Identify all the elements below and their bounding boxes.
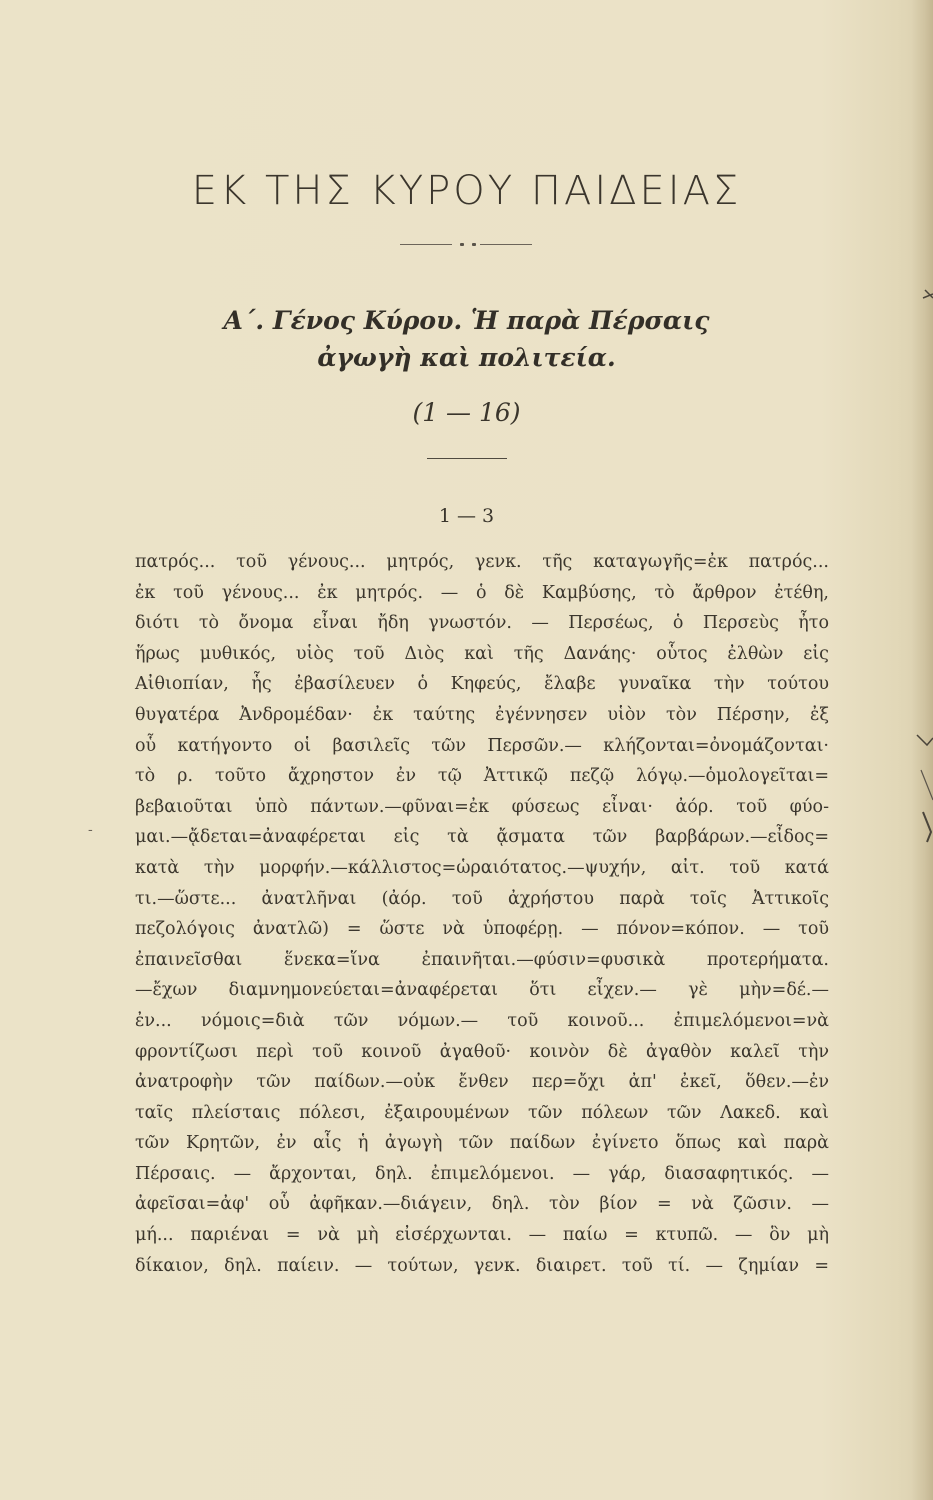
- text-line: θυγατέρα Ἀνδρομέδαν· ἐκ ταύτης ἐγέννησεν υἱὸν τὸν Πέρσην, ἐξ: [135, 704, 829, 725]
- text-line: ἐν... νόμοις=διὰ τῶν νόμων.— τοῦ κοινοῦ... ἐπιμελόμενοι=νὰ: [135, 1010, 829, 1031]
- text-line: ταῖς πλείσταις πόλεσι, ἐξαιρουμένων τῶν πόλεων τῶν Λακεδ. καὶ: [135, 1102, 829, 1123]
- text-line: τι.—ὥστε... ἀνατλῆναι (ἀόρ. τοῦ ἀχρήστου παρὰ τοῖς Ἀττικοῖς: [135, 888, 829, 909]
- text-line: ἀφεῖσαι=ἀφ' οὗ ἀφῆκαν.—διάγειν, δηλ. τὸν βίον = νὰ ζῶσιν. —: [135, 1194, 829, 1215]
- text-line: πατρός... τοῦ γένους... μητρός, γενκ. τῆς καταγωγῆς=ἐκ πατρός...: [135, 552, 829, 572]
- text-line: βεβαιοῦται ὑπὸ πάντων.—φῦναι=ἐκ φύσεως εἶναι· ἀόρ. τοῦ φύο-: [135, 796, 829, 817]
- section-number: 1 — 3: [438, 505, 495, 527]
- text-line: ἐπαινεῖσθαι ἕνεκα=ἵνα ἐπαινῆται.—φύσιν=φυσικὰ προτερήματα.: [135, 949, 829, 970]
- chapter-heading-line2: ἀγωγὴ καὶ πολιτεία.: [317, 343, 616, 372]
- title-ornament: [400, 243, 532, 247]
- text-line: δίκαιον, δηλ. παίειν. — τούτων, γενκ. διαιρετ. τοῦ τί. — ζημίαν =: [135, 1255, 829, 1276]
- text-line: οὗ κατήγοντο οἱ βασιλεῖς τῶν Περσῶν.— κλήζονται=ὀνομάζονται·: [135, 735, 829, 756]
- text-line: διότι τὸ ὄνομα εἶναι ἤδη γνωστόν. — Περσέως, ὁ Περσεὺς ἦτο: [135, 613, 829, 634]
- text-line: ἥρως μυθικός, υἱὸς τοῦ Διὸς καὶ τῆς Δανάης· οὗτος ἐλθὼν εἰς: [135, 643, 829, 664]
- commentary-text: [135, 547, 829, 1281]
- margin-mark: -: [88, 822, 93, 838]
- text-line: τῶν Κρητῶν, ἐν αἷς ἡ ἀγωγὴ τῶν παίδων ἐγίνετο ὅπως καὶ παρὰ: [135, 1133, 829, 1154]
- page-title: ΕΚ ΤΗΣ ΚΥΡΟΥ ΠΑΙΔΕΙΑΣ: [191, 168, 742, 214]
- chapter-heading-line1: Α΄. Γένος Κύρου. Ἡ παρὰ Πέρσαις: [223, 306, 710, 335]
- text-line: πεζολόγοις ἀνατλῶ) = ὥστε νὰ ὑποφέρῃ. — πόνον=κόπον. — τοῦ: [135, 919, 829, 940]
- text-line: Αἰθιοπίαν, ἧς ἐβασίλευεν ὁ Κηφεύς, ἔλαβε γυναῖκα τὴν τούτου: [135, 674, 829, 695]
- text-line: κατὰ τὴν μορφήν.—κάλλιστος=ὡραιότατος.—ψυχήν, αἰτ. τοῦ κατά: [135, 857, 829, 878]
- text-line: Πέρσαις. — ἄρχονται, δηλ. ἐπιμελόμενοι. — γάρ, διασαφητικός. —: [135, 1163, 829, 1184]
- text-line: τὸ ρ. τοῦτο ἄχρηστον ἐν τῷ Ἀττικῷ πεζῷ λόγῳ.—ὁμολογεῖται=: [135, 766, 829, 787]
- section-range: (1 — 16): [412, 398, 521, 427]
- binding-thread-marks: [893, 0, 933, 1500]
- separator-rule: [427, 458, 507, 459]
- text-line: μή... παριέναι = νὰ μὴ εἰσέρχωνται. — παίω = κτυπῶ. — ὃν μὴ: [135, 1225, 829, 1246]
- text-line: ἐκ τοῦ γένους... ἐκ μητρός. — ὁ δὲ Καμβύσης, τὸ ἄρθρον ἐτέθη,: [135, 582, 829, 603]
- text-line: —ἔχων διαμνημονεύεται=ἀναφέρεται ὅτι εἶχεν.— γὲ μὴν=δέ.—: [135, 980, 829, 1001]
- text-line: μαι.—ᾄδεται=ἀναφέρεται εἰς τὰ ᾄσματα τῶν βαρβάρων.—εἶδος=: [135, 827, 829, 848]
- text-line: φροντίζωσι περὶ τοῦ κοινοῦ ἀγαθοῦ· κοινὸν δὲ ἀγαθὸν καλεῖ τὴν: [135, 1041, 829, 1062]
- text-line: ἀνατροφὴν τῶν παίδων.—οὐκ ἔνθεν περ=ὄχι ἀπ' ἐκεῖ, ὅθεν.—ἐν: [135, 1072, 829, 1093]
